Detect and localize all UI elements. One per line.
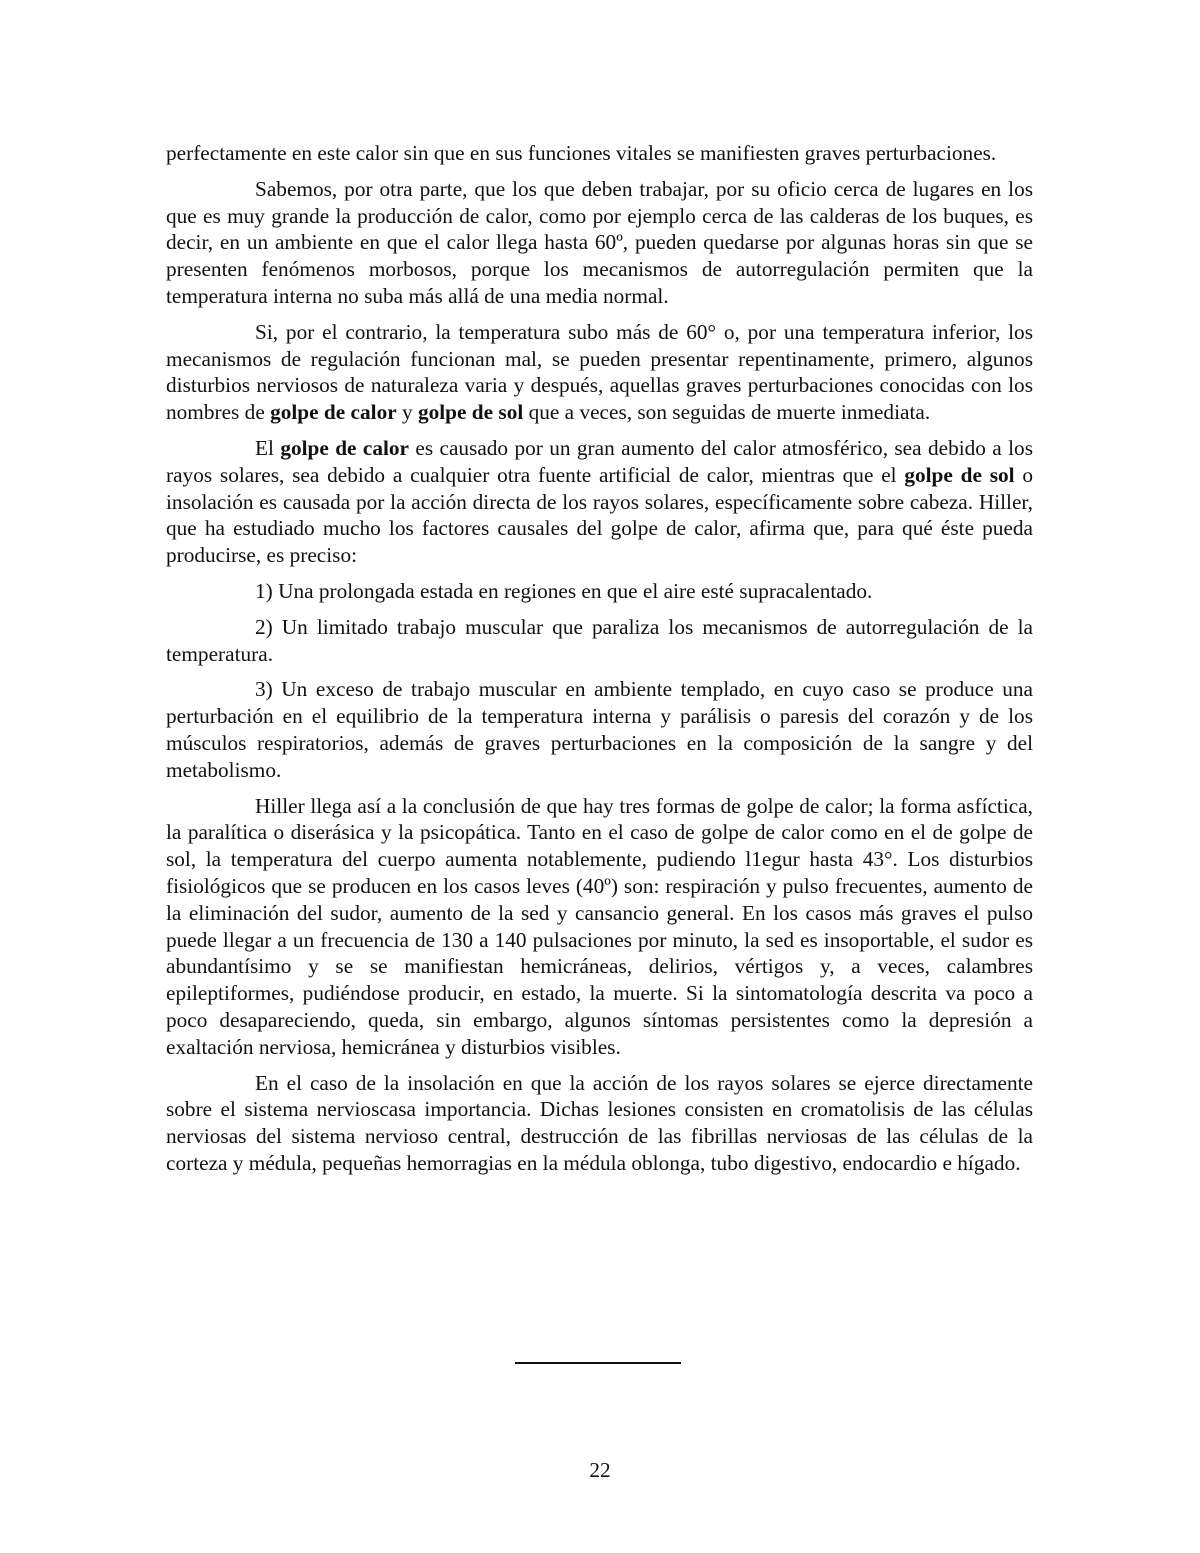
paragraph-text: es causado por un gran aumento del calor atmosférico, sea debido a los rayos solares, sea debido a cualquier otra fuente artificial de calor, mientras que el — [166, 435, 1033, 487]
paragraph-text: Hiller llega así a la conclusión de que hay tres formas de golpe de calor; la forma asfíctica, la paralítica o diserásica y la psicopática. Tanto en el caso de golpe de calor como en el de golpe de sol, la temperatura del cuerpo aumenta notablemente, pudiendo l1egur hasta 43°. Los disturbios fisiológicos que se producen en los casos leves (40º) son: respiración y pulso frecuentes, aumento de la eliminación del sudor, aumento de la sed y cansancio general. En los casos más graves el pulso puede llegar a un frecuencia de 130 a 140 pulsaciones por minuto, la sed es insoportable, el sudor es abundantísimo y se se manifiestan hemicráneas, delirios, vértigos y, a veces, calambres epileptiformes, pudiéndose producir, en estado, la muerte. Si la sintomatología descrita va poco a poco desapareciendo, queda, sin embargo, algunos síntomas persistentes como la depresión a exaltación nerviosa, hemicránea y disturbios visibles. — [166, 793, 1033, 1059]
body-paragraph — [166, 319, 1033, 426]
paragraph-text: que a veces, son seguidas de muerte inmediata. — [523, 400, 931, 425]
body-paragraph — [166, 676, 1033, 783]
page-number: 22 — [589, 1458, 611, 1482]
body-paragraph — [166, 176, 1033, 310]
paragraph-text: En el caso de la insolación en que la acción de los rayos solares se ejerce directamente sobre el sistema nervioscasa importancia. Dichas lesiones consisten en cromatolisis de las células nerviosas del sistema nervioso central, destrucción de las fibrillas nerviosas de las células de la corteza y médula, pequeñas hemorragias en la médula oblonga, tubo digestivo, endocardio e hígado. — [166, 1070, 1033, 1175]
paragraph-text: perfectamente en este calor sin que en sus funciones vitales se manifiesten graves perturbaciones. — [166, 141, 997, 165]
paragraph-text: 2) Un limitado trabajo muscular que paraliza los mecanismos de autorregulación de la temperatura. — [166, 614, 1033, 666]
paragraph-text: Sabemos, por otra parte, que los que deben trabajar, por su oficio cerca de lugares en los que es muy grande la producción de calor, como por ejemplo cerca de las calderas de los buques, es decir, en un ambiente en que el calor llega hasta 60º, pueden quedarse por algunas horas sin que se presenten fenómenos morbosos, porque los mecanismos de autorregulación permiten que la temperatura interna no suba más allá de una media normal. — [166, 176, 1033, 308]
body-paragraph — [166, 614, 1033, 668]
body-paragraph — [166, 140, 1033, 167]
body-paragraph — [166, 578, 1033, 605]
bold-term: golpe de sol — [417, 400, 524, 425]
bold-term: golpe de sol — [904, 462, 1015, 487]
paragraph-text: o insolación es causada por la acción directa de los rayos solares, específicamente sobre cabeza. Hiller, que ha estudiado mucho los factores causales del golpe de calor, afirma que, para qué éste pueda producirse, es preciso: — [166, 462, 1033, 568]
paragraph-text: 3) Un exceso de trabajo muscular en ambiente templado, en cuyo caso se produce una perturbación en el equilibrio de la temperatura interna y parálisis o paresis del corazón y de los músculos respiratorios, además de graves perturbaciones en la composición de la sangre y del metabolismo. — [166, 677, 1033, 782]
bold-term: golpe de calor — [270, 400, 397, 425]
paragraph-text: El — [255, 435, 281, 460]
footnote-separator — [515, 1362, 681, 1364]
body-paragraph — [166, 435, 1033, 569]
bold-term: golpe de calor — [280, 435, 409, 460]
paragraph-text: Si, por el contrario, la temperatura subo más de 60° o, por una temperatura inferior, los mecanismos de regulación funcionan mal, se pueden presentar repentinamente, primero, algunos disturbios nerviosos de naturaleza varia y después, aquellas graves perturbaciones conocidas con los nombres de — [166, 319, 1033, 425]
page-body — [166, 140, 1033, 1186]
paragraph-text: y — [396, 400, 418, 425]
paragraph-text: 1) Una prolongada estada en regiones en que el aire esté supracalentado. — [255, 578, 873, 603]
body-paragraph — [166, 793, 1033, 1061]
body-paragraph — [166, 1070, 1033, 1177]
